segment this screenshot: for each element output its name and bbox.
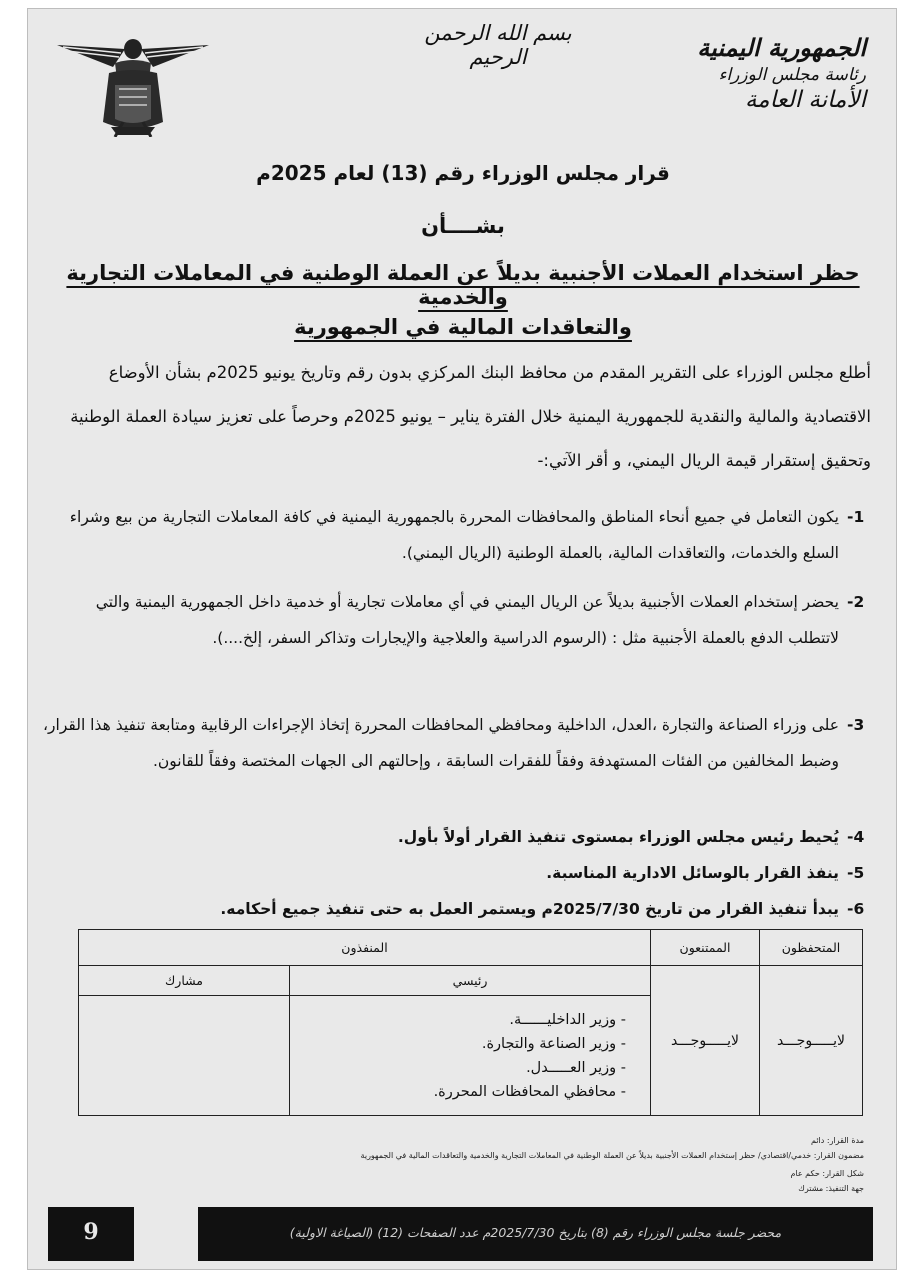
header-reserved: المتحفظون (760, 930, 863, 966)
voting-table (78, 929, 863, 1116)
item-text: ينفذ القرار بالوسائل الادارية المناسبة. (546, 864, 839, 882)
intro-paragraph: أطلع مجلس الوزراء على التقرير المقدم من محافظ البنك المركزي بدون رقم وتاريخ يونيو 2025م بشأن الأوضاع الاقتصادية والمالية والنقدية للجمهورية اليمنية خلال الفترة يناير – يونيو 2025م وحرصاً على تعزيز سيادة العملة الوطنية وتحقيق إستقرار قيمة الريال اليمني، و أقر الآتي:- (70, 363, 871, 470)
document-page (27, 8, 897, 1270)
item-text: يحضر إستخدام العملات الأجنبية بديلاً عن الريال اليمني في أي معاملات تجارية أو خدمية داخل الجمهورية اليمنية والتي لاتتطلب الدفع بالعملة الأجنبية مثل : (الرسوم الدراسية والعلاجية والإيجارات وتذاكر السفر، إلخ....). (95, 593, 839, 647)
list-item: - وزير العـــــدل. (526, 1059, 626, 1076)
item-number: 4- (847, 828, 865, 846)
page-number-box (48, 1207, 134, 1261)
subject-line-2: والتعاقدات المالية في الجمهورية (294, 315, 632, 339)
subject-line-1: حظر استخدام العملات الأجنبية بديلاً عن العملة الوطنية في المعاملات التجارية والخدمية (66, 261, 860, 309)
list-item (41, 584, 871, 656)
item-number: 2- (847, 593, 865, 611)
footer-note-form: شكل القرار: حكم عام (790, 1169, 864, 1178)
header-abstained: الممتنعون (651, 930, 760, 966)
item-text: يكون التعامل في جميع أنحاء المناطق والمحافظات المحررة بالجمهورية اليمنية في كافة المعاملات التجارية من بيع وشراء السلع والخدمات، والتعاقدات المالية، بالعملة الوطنية (الريال اليمني). (69, 508, 839, 562)
item-text: يبدأ تنفيذ القرار من تاريخ 2025/7/30م ويستمر العمل به حتى تنفيذ جميع أحكامه. (220, 900, 839, 918)
participant-cell (79, 996, 290, 1116)
item-text: على وزراء الصناعة والتجارة ،العدل، الداخلية ومحافظي المحافظات المحررة إتخاذ الإجراءات الرقابية ومتابعة تنفيذ هذا القرار، وضبط المخالفين من الفئات المستهدفة وفقاً للفقرات السابقة ، وإحالتهم الى الجهات المختصة وفقاً للقانون. (43, 716, 839, 770)
item-number: 5- (847, 864, 865, 882)
page-number: 9 (83, 1219, 99, 1245)
minutes-text: محضر جلسة مجلس الوزراء رقم (8) بتاريخ 2025/7/30م عدد الصفحات (12) (الصياغة الاولية) (289, 1225, 782, 1240)
abstained-value: لايـــــوجـــد (651, 966, 760, 1116)
minutes-bar (198, 1207, 873, 1261)
list-item: - وزير الداخليــــــة. (509, 1011, 626, 1028)
decision-title: قرار مجلس الوزراء رقم (13) لعام 2025م (256, 161, 670, 185)
footer-note-content: مضمون القرار: خدمي/اقتصادي/ حظر إستخدام العملات الأجنبية بديلاً عن العملة الوطنية في المعاملات التجارية والخدمية والتعاقدات المالية في الجمهورية (360, 1151, 864, 1160)
footer-note-duration: مدة القرار: دائم (811, 1136, 864, 1145)
list-item (41, 819, 871, 855)
main-implementers-cell (290, 996, 651, 1116)
list-item (41, 855, 871, 891)
header-republic: الجمهورية اليمنية (697, 33, 866, 62)
basmala: بسم الله الرحمن الرحيم (424, 21, 572, 69)
footer-note-executor: جهة التنفيذ: مشترك (798, 1184, 864, 1193)
list-item: - محافظي المحافظات المحررة. (433, 1083, 626, 1100)
list-item (41, 891, 871, 927)
list-item: - وزير الصناعة والتجارة. (481, 1035, 626, 1052)
item-number: 1- (847, 508, 865, 526)
header-implementers: المنفذون (79, 930, 651, 966)
item-number: 6- (847, 900, 865, 918)
list-item (41, 499, 871, 571)
header-presidency: رئاسة مجلس الوزراء (718, 65, 866, 85)
reserved-value: لايـــــوجـــد (760, 966, 863, 1116)
item-number: 3- (847, 716, 865, 734)
list-item (41, 707, 871, 779)
header-main: رئيسي (290, 966, 651, 996)
subject-label: بشــــأن (421, 214, 505, 238)
item-text: يُحيط رئيس مجلس الوزراء بمستوى تنفيذ القرار أولاً بأول. (397, 828, 839, 846)
header-secretariat: الأمانة العامة (744, 87, 866, 113)
yemen-eagle-emblem-icon (53, 27, 213, 137)
header-participant: مشارك (79, 966, 290, 996)
